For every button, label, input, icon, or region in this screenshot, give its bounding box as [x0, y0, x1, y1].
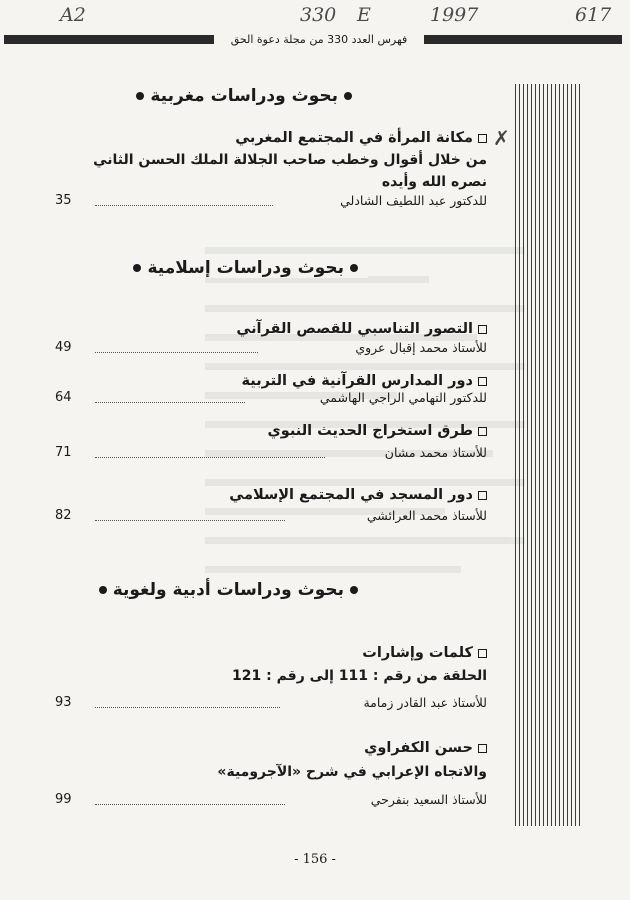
page-number: 82 — [55, 508, 72, 523]
bullet-icon — [350, 264, 358, 272]
toc-entry-title — [235, 130, 487, 146]
checkbox-square-icon — [478, 427, 487, 436]
toc-entry-author: للأستاذ محمد مشان — [384, 445, 487, 460]
decorative-stripes — [515, 84, 582, 826]
toc-entry-title — [364, 740, 487, 756]
checkbox-square-icon — [478, 649, 487, 658]
toc-entry-subtitle: نصره الله وأيده — [381, 174, 487, 190]
checkbox-square-icon — [478, 744, 487, 753]
checkbox-square-icon — [478, 491, 487, 500]
toc-entry-subtitle: والاتجاه الإعرابي في شرح «الآجرومية» — [217, 764, 487, 780]
section-title: بحوث ودراسات أدبية ولغوية — [112, 580, 344, 600]
bullet-icon — [133, 264, 141, 272]
handwritten-note-left: A2 — [60, 4, 86, 26]
toc-entry-title — [236, 321, 487, 337]
bullet-icon — [344, 92, 352, 100]
handwritten-note-issue: 330 — [300, 4, 337, 26]
leader-dots — [95, 402, 245, 403]
entry-title-text: مكانة المرأة في المجتمع المغربي — [235, 130, 473, 146]
toc-entry-subtitle: الحلقة من رقم : 111 إلى رقم : 121 — [232, 668, 487, 684]
leader-dots — [95, 520, 285, 521]
entry-title-text: التصور التناسبي للقصص القرآني — [236, 321, 473, 337]
checkbox-square-icon — [478, 325, 487, 334]
entry-title-text: كلمات وإشارات — [362, 645, 473, 661]
page-number: 99 — [55, 792, 72, 807]
entry-title-text: طرق استخراج الحديث النبوي — [267, 423, 473, 439]
section-title: بحوث ودراسات مغربية — [150, 86, 338, 106]
bullet-icon — [136, 92, 144, 100]
entry-title-text: حسن الكفراوي — [364, 740, 473, 756]
checkbox-square-icon — [478, 377, 487, 386]
entry-title-text: دور المدارس القرآنية في التربية — [241, 373, 473, 389]
toc-entry-author: للأستاذ عبد القادر زمامة — [363, 695, 487, 710]
section-heading-literary — [89, 580, 368, 600]
toc-entry-author: للدكتور عبد اللطيف الشادلي — [340, 193, 487, 208]
checkbox-square-icon — [478, 134, 487, 143]
leader-dots — [95, 804, 285, 805]
leader-dots — [95, 205, 273, 206]
toc-entry-author: للأستاذ محمد إقبال عروي — [355, 340, 487, 355]
handwritten-note-right: 617 — [575, 4, 612, 26]
leader-dots — [95, 707, 280, 708]
handwritten-note-year: 1997 — [430, 4, 479, 26]
header-title: فهرس العدد 330 من مجلة دعوة الحق — [214, 31, 424, 49]
check-mark-icon: ✗ — [493, 126, 510, 150]
page-number: 64 — [55, 390, 72, 405]
toc-entry-title — [241, 373, 487, 389]
section-heading-islamic — [123, 258, 368, 278]
leader-dots — [95, 457, 325, 458]
toc-entry-title — [268, 423, 488, 439]
entry-title-text: دور المسجد في المجتمع الإسلامي — [229, 487, 473, 503]
page-number: 49 — [55, 340, 72, 355]
toc-entry-title — [362, 645, 487, 661]
toc-entry-author: للأستاذ محمد العرائشي — [366, 508, 487, 523]
toc-entry-author: للأستاذ السعيد بنفرحي — [370, 792, 487, 807]
bullet-icon — [350, 586, 358, 594]
page-number: 71 — [55, 445, 72, 460]
bullet-icon — [99, 586, 107, 594]
leader-dots — [95, 352, 258, 353]
section-title: بحوث ودراسات إسلامية — [147, 258, 344, 278]
page-number: 35 — [55, 193, 72, 208]
handwritten-note-letter: E — [357, 4, 371, 26]
page-number: 93 — [55, 695, 72, 710]
page-folio: - 156 - — [294, 852, 336, 867]
toc-entry-subtitle: من خلال أقوال وخطب صاحب الجلالة الملك الحسن الثاني — [93, 152, 487, 168]
toc-entry-author: للدكتور التهامي الراجي الهاشمي — [319, 390, 487, 405]
toc-entry-title — [229, 487, 487, 503]
section-heading-moroccan — [126, 86, 362, 106]
